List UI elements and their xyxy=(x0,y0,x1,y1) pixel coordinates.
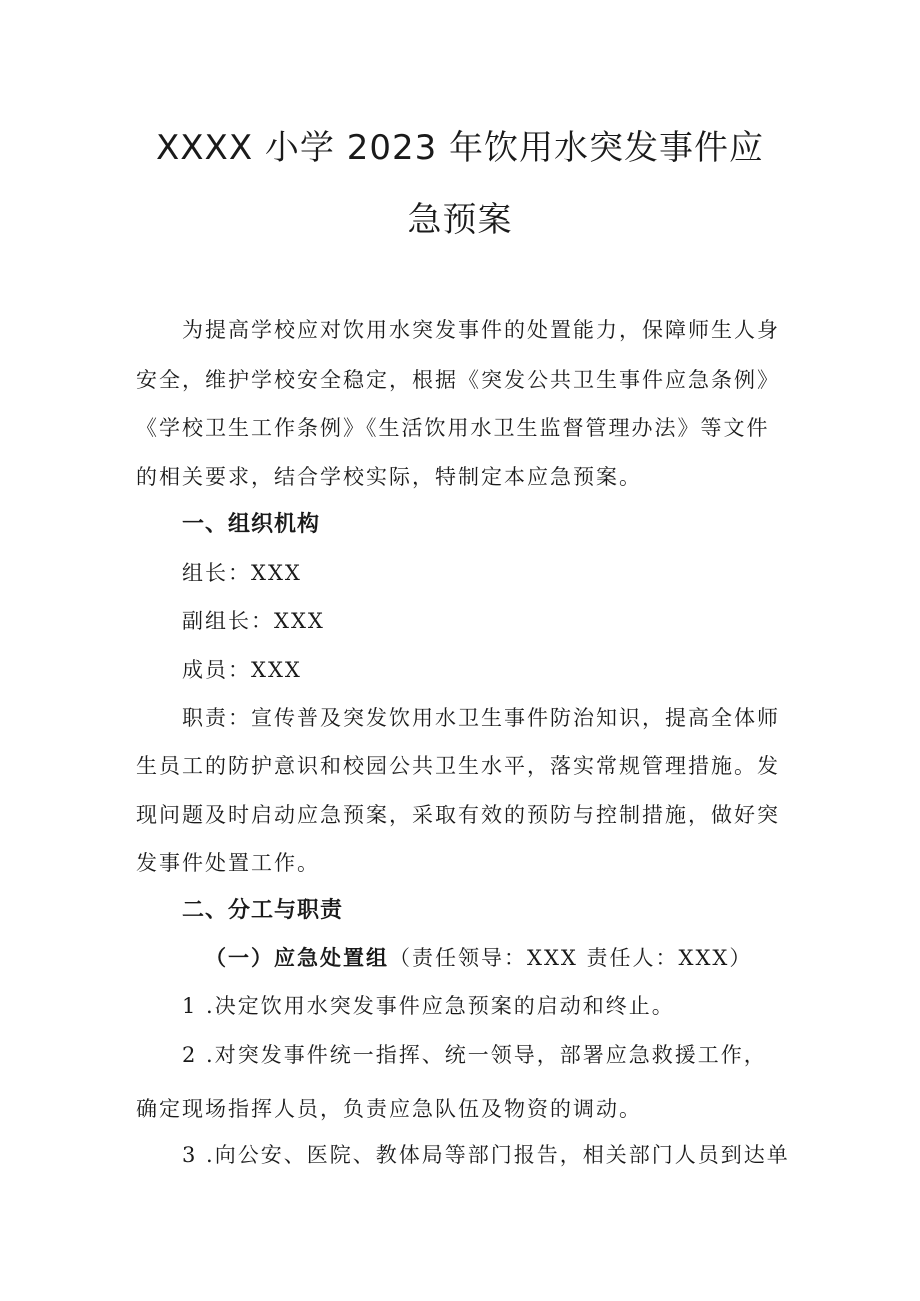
intro-line: 安全，维护学校安全稳定，根据《突发公共卫生事件应急条例》 xyxy=(136,368,780,392)
title-line-1: XXXX 小学 2023 年饮用水突发事件应 xyxy=(155,128,765,168)
leader-line: 组长：XXX xyxy=(182,561,302,585)
duty-item: 1 .决定饮用水突发事件应急预案的启动和终止。 xyxy=(182,994,675,1018)
duty-item: 确定现场指挥人员，负责应急队伍及物资的调动。 xyxy=(136,1097,642,1121)
section-heading: 二、分工与职责 xyxy=(182,898,344,923)
intro-line: 的相关要求，结合学校实际，特制定本应急预案。 xyxy=(136,465,642,489)
duty-line: 职责：宣传普及突发饮用水卫生事件防治知识，提高全体师 xyxy=(182,706,780,730)
duty-line: 发事件处置工作。 xyxy=(136,851,320,875)
title-line-2: 急预案 xyxy=(407,200,513,240)
duty-item: 3 .向公安、医院、教体局等部门报告，相关部门人员到达单 xyxy=(182,1143,790,1167)
group-detail: （责任领导：XXX 责任人：XXX） xyxy=(389,946,753,970)
intro-line: 为提高学校应对饮用水突发事件的处置能力，保障师生人身 xyxy=(182,318,780,342)
members-line: 成员：XXX xyxy=(182,658,302,682)
group-heading-line xyxy=(205,943,752,973)
group-name: （一）应急处置组 xyxy=(205,946,389,970)
section-heading: 一、组织机构 xyxy=(182,512,321,537)
duty-line: 现问题及时启动应急预案，采取有效的预防与控制措施，做好突 xyxy=(136,803,780,827)
intro-line: 《学校卫生工作条例》《生活饮用水卫生监督管理办法》等文件 xyxy=(136,416,770,440)
duty-item: 2 .对突发事件统一指挥、统一领导，部署应急救援工作， xyxy=(182,1043,767,1067)
duty-line: 生员工的防护意识和校园公共卫生水平，落实常规管理措施。发 xyxy=(136,754,780,778)
deputy-line: 副组长：XXX xyxy=(182,609,325,633)
